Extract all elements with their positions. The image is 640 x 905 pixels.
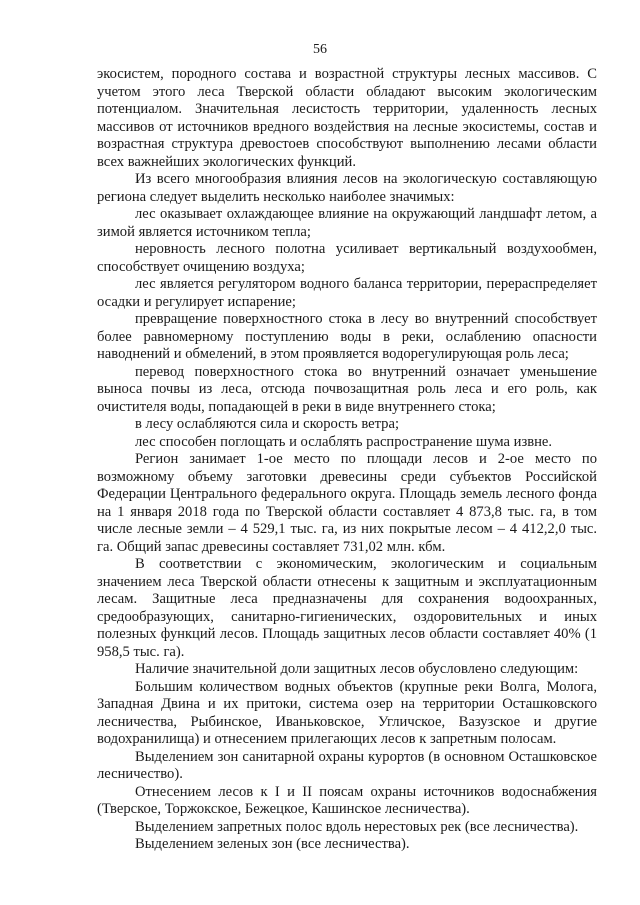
body-text <box>97 66 597 854</box>
paragraph-soil-protection: перевод поверхностного стока во внутренний означает уменьшение выноса почвы из леса, отсюда почвозащитная роль леса и его роль, как очистителя воды, попадающей в реки в виде внутреннего стока; <box>97 363 597 415</box>
paragraph-water-balance: лес является регулятором водного баланса территории, перераспределяет осадки и регулирует испарение; <box>97 276 597 310</box>
paragraph-air-exchange: неровность лесного полотна усиливает вертикальный воздухообмен, способствует очищению воздуха; <box>97 241 597 275</box>
paragraph-protective-forests: В соответствии с экономическим, экологическим и социальным значением леса Тверской области отнесены к защитным и эксплуатационным лесам. Защитные леса предназначены для сохранения водоохранных, средообразующих, санитарно-гигиенических, оздоровительных и иных полезных функций лесов. Площадь защитных лесов области составляет 40% (1 958,5 тыс. га). <box>97 556 597 660</box>
paragraph-spawning-rivers: Выделением запретных полос вдоль нерестовых рек (все лесничества). <box>135 818 579 835</box>
paragraph-green-zones: Выделением зеленых зон (все лесничества). <box>135 836 410 852</box>
paragraph-runoff-conversion: превращение поверхностного стока в лесу во внутренний способствует более равномерному поступлению воды в реки, ослаблению опасности наводнений и обмелений, в этом проявляется водорегулирующая роль леса; <box>97 311 597 362</box>
paragraph-wind-reduction: в лесу ослабляются сила и скорость ветра; <box>135 416 400 432</box>
paragraph-ecosystems-continuation: экосистем, породного состава и возрастной структуры лесных массивов. С учетом этого леса Тверской области обладают высоким экологическим потенциалом. Значительная лесистость территории, удаленность лесных массивов от источников вредного воздействия на лесные экосистемы, состав и возрастная структура древостоев способствуют выполнению лесами области всех важнейших экологических функций. <box>97 66 597 170</box>
paragraph-noise-absorption: лес способен поглощать и ослаблять распространение шума извне. <box>135 433 553 450</box>
paragraph-water-bodies: Большим количеством водных объектов (крупные реки Волга, Молога, Западная Двина и их притоки, система озер на территории Осташковского лесничества, Рыбинское, Иваньковское, Угличское, Вазузское и другие водохранилища) и отнесением прилегающих лесов к запретным полосам. <box>97 678 597 747</box>
paragraph-cooling-effect: лес оказывает охлаждающее влияние на окружающий ландшафт летом, а зимой является источником тепла; <box>97 206 597 240</box>
page-number: 56 <box>313 42 327 57</box>
paragraph-protective-reasons-intro: Наличие значительной доли защитных лесов обусловлено следующим: <box>135 661 579 677</box>
paragraph-resort-zones: Выделением зон санитарной охраны курортов (в основном Осташковское лесничество). <box>97 748 597 782</box>
paragraph-water-supply-belts: Отнесением лесов к I и II поясам охраны источников водоснабжения (Тверское, Торжокское, Бежецкое, Кашинское лесничества). <box>97 783 597 817</box>
paragraph-forest-area-statistics: Регион занимает 1-ое место по площади лесов и 2-ое место по возможному объему заготовки древесины среди субъектов Российской Федерации Центрального федерального округа. Площадь земель лесного фонда на 1 января 2018 года по Тверской области составляет 4 873,8 тыс. га, в том числе лесные земли – 4 529,1 тыс. га, из них покрытые лесом – 4 412,2,0 тыс. га. Общий запас древесины составляет 731,02 млн. кбм. <box>97 451 597 555</box>
paragraph-ecological-influence-intro: Из всего многообразия влияния лесов на экологическую составляющую региона следует выделить несколько наиболее значимых: <box>97 171 597 205</box>
